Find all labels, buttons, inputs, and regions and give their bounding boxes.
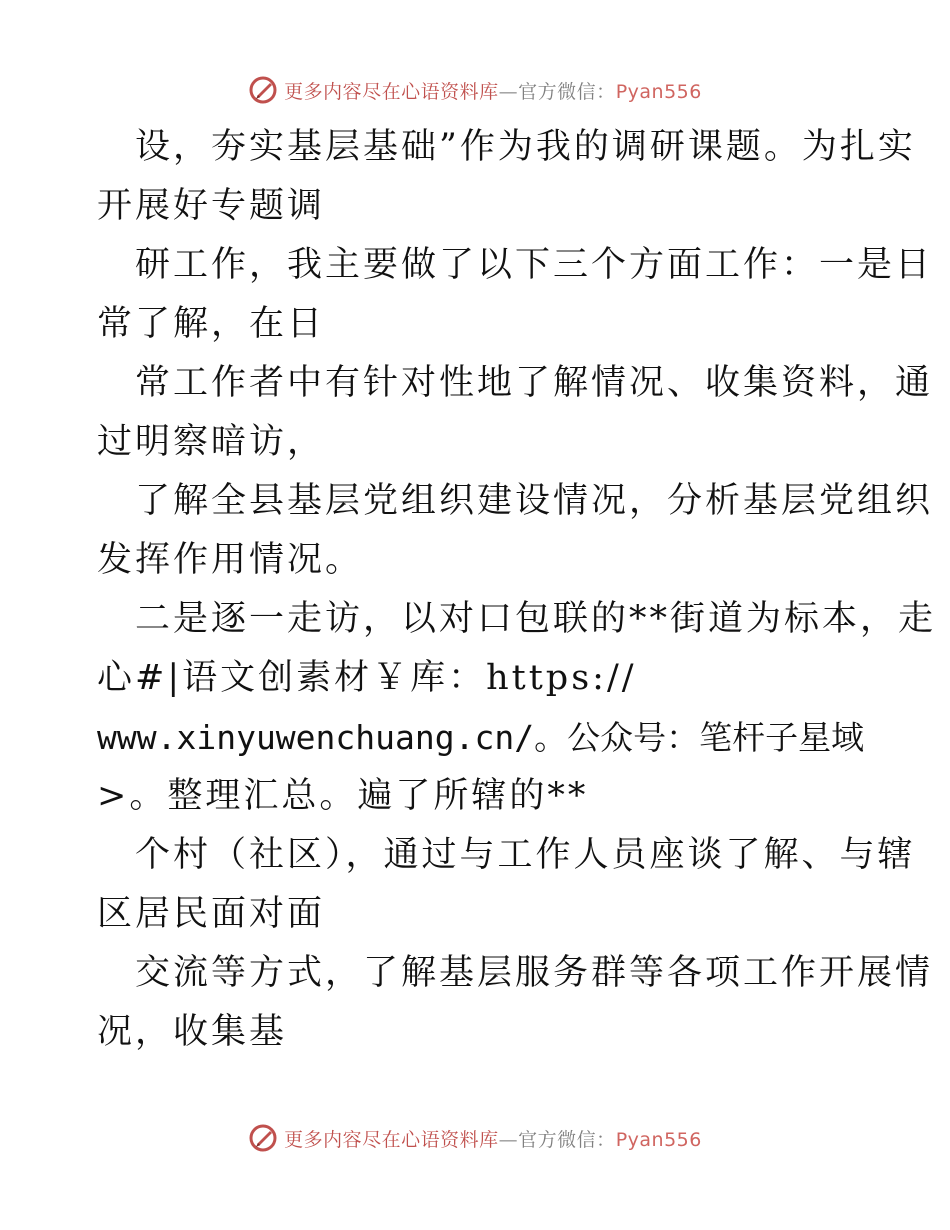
text-line: 个村（社区），通过与工作人员座谈了解、与辖 [135, 835, 916, 875]
text-line: 区居民面对面 [97, 894, 326, 934]
text-line: 常了解，在日 [97, 304, 326, 344]
text-line: >。整理汇总。遍了所辖的** [97, 776, 589, 816]
watermark-brand: 更多内容尽在心语资料库 [284, 1128, 499, 1151]
watermark-account: Pyan556 [615, 1128, 702, 1151]
watermark-account: Pyan556 [615, 80, 702, 103]
quill-logo-icon [248, 75, 278, 105]
watermark-label: 官方微信： [518, 80, 616, 103]
page-header-watermark [0, 70, 950, 110]
text-line: 了解全县基层党组织建设情况，分析基层党组织 [135, 481, 934, 521]
watermark-brand: 更多内容尽在心语资料库 [284, 80, 499, 103]
text-line-url: www.xinyuwenchuang.cn/。公众号：笔杆子星域 [97, 718, 865, 757]
watermark-separator: — [498, 80, 519, 103]
text-line: 设，夯实基层基础”作为我的调研课题。为扎实 [135, 127, 916, 167]
watermark-banner [248, 1123, 702, 1153]
text-line: 开展好专题调 [97, 186, 326, 226]
document-body [97, 118, 937, 1062]
page-footer-watermark [0, 1118, 950, 1158]
text-line: 过明察暗访， [97, 422, 326, 462]
text-line: 二是逐一走访，以对口包联的**街道为标本，走 [135, 599, 937, 639]
quill-logo-icon [248, 1123, 278, 1153]
watermark-separator: — [498, 1128, 519, 1151]
text-line: 交流等方式，了解基层服务群等各项工作开展情 [135, 953, 934, 993]
text-line: 常工作者中有针对性地了解情况、收集资料，通 [135, 363, 934, 403]
text-line: 心#|语文创素材￥库：https:// [97, 658, 637, 698]
watermark-banner [248, 75, 702, 105]
watermark-label: 官方微信： [518, 1128, 616, 1151]
text-line: 发挥作用情况。 [97, 540, 364, 580]
text-line: 况，收集基 [97, 1012, 288, 1052]
text-line: 研工作，我主要做了以下三个方面工作：一是日 [135, 245, 934, 285]
